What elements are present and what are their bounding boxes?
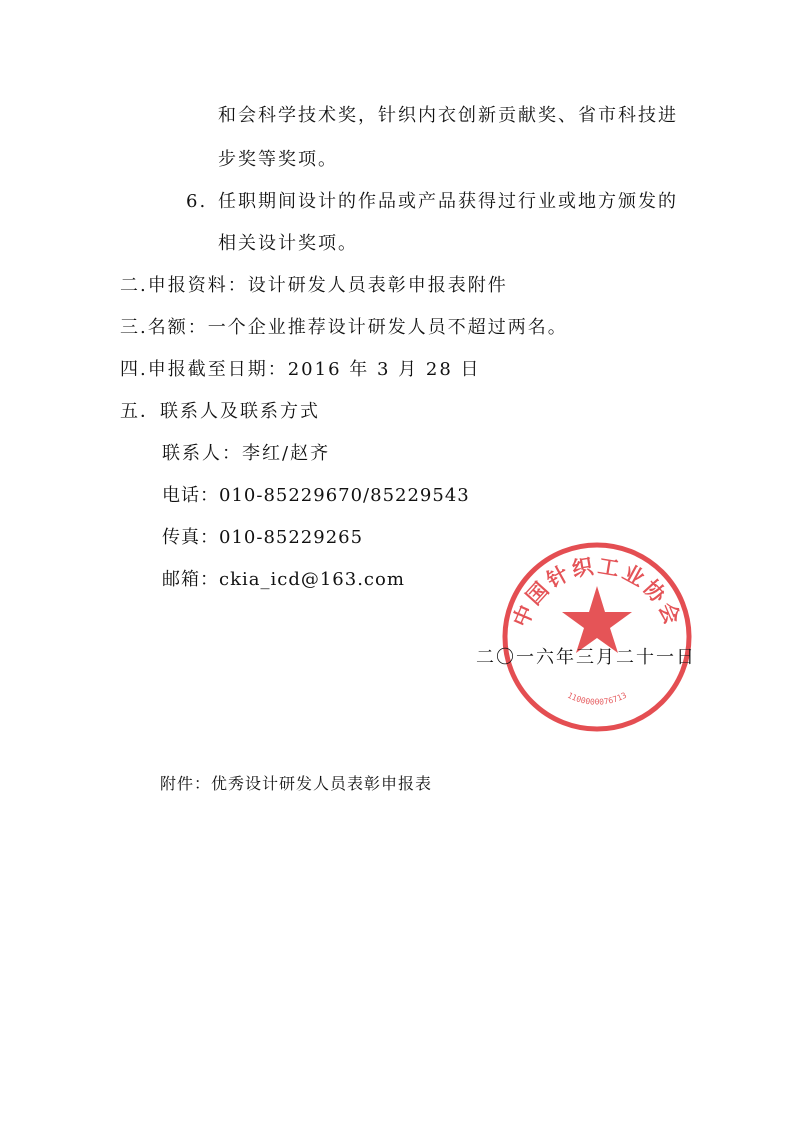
contact-fax: 传真：010-85229265 (162, 527, 364, 548)
contact-phone: 电话：010-85229670/85229543 (162, 485, 470, 506)
item5-continuation-line1: 和会科学技术奖，针织内衣创新贡献奖、省市科技进 (218, 105, 678, 126)
section-4-heading: 四.申报截至日期：2016 年 3 月 28 日 (120, 359, 481, 380)
organization-seal (500, 540, 694, 734)
item6-line2: 相关设计奖项。 (218, 233, 358, 254)
section-5-heading: 五．联系人及联系方式 (120, 401, 320, 422)
seal-number: 1100000076713 (565, 690, 629, 707)
item6-line1: 任职期间设计的作品或产品获得过行业或地方颁发的 (218, 191, 678, 212)
item6-number: 6. (186, 191, 208, 212)
seal-organization-name: 中国针织工业协会 (508, 553, 686, 631)
seal-star-icon (562, 586, 632, 653)
item5-continuation-line2: 步奖等奖项。 (218, 149, 338, 170)
document-date: 二〇一六年三月二十一日 (476, 647, 696, 668)
section-2-heading: 二.申报资料：设计研发人员表彰申报表附件 (120, 275, 508, 296)
attachment-note: 附件：优秀设计研发人员表彰申报表 (160, 774, 433, 793)
contact-person: 联系人：李红/赵齐 (162, 443, 331, 464)
contact-email: 邮箱：ckia_icd@163.com (162, 569, 405, 590)
section-3-heading: 三.名额：一个企业推荐设计研发人员不超过两名。 (120, 317, 568, 338)
